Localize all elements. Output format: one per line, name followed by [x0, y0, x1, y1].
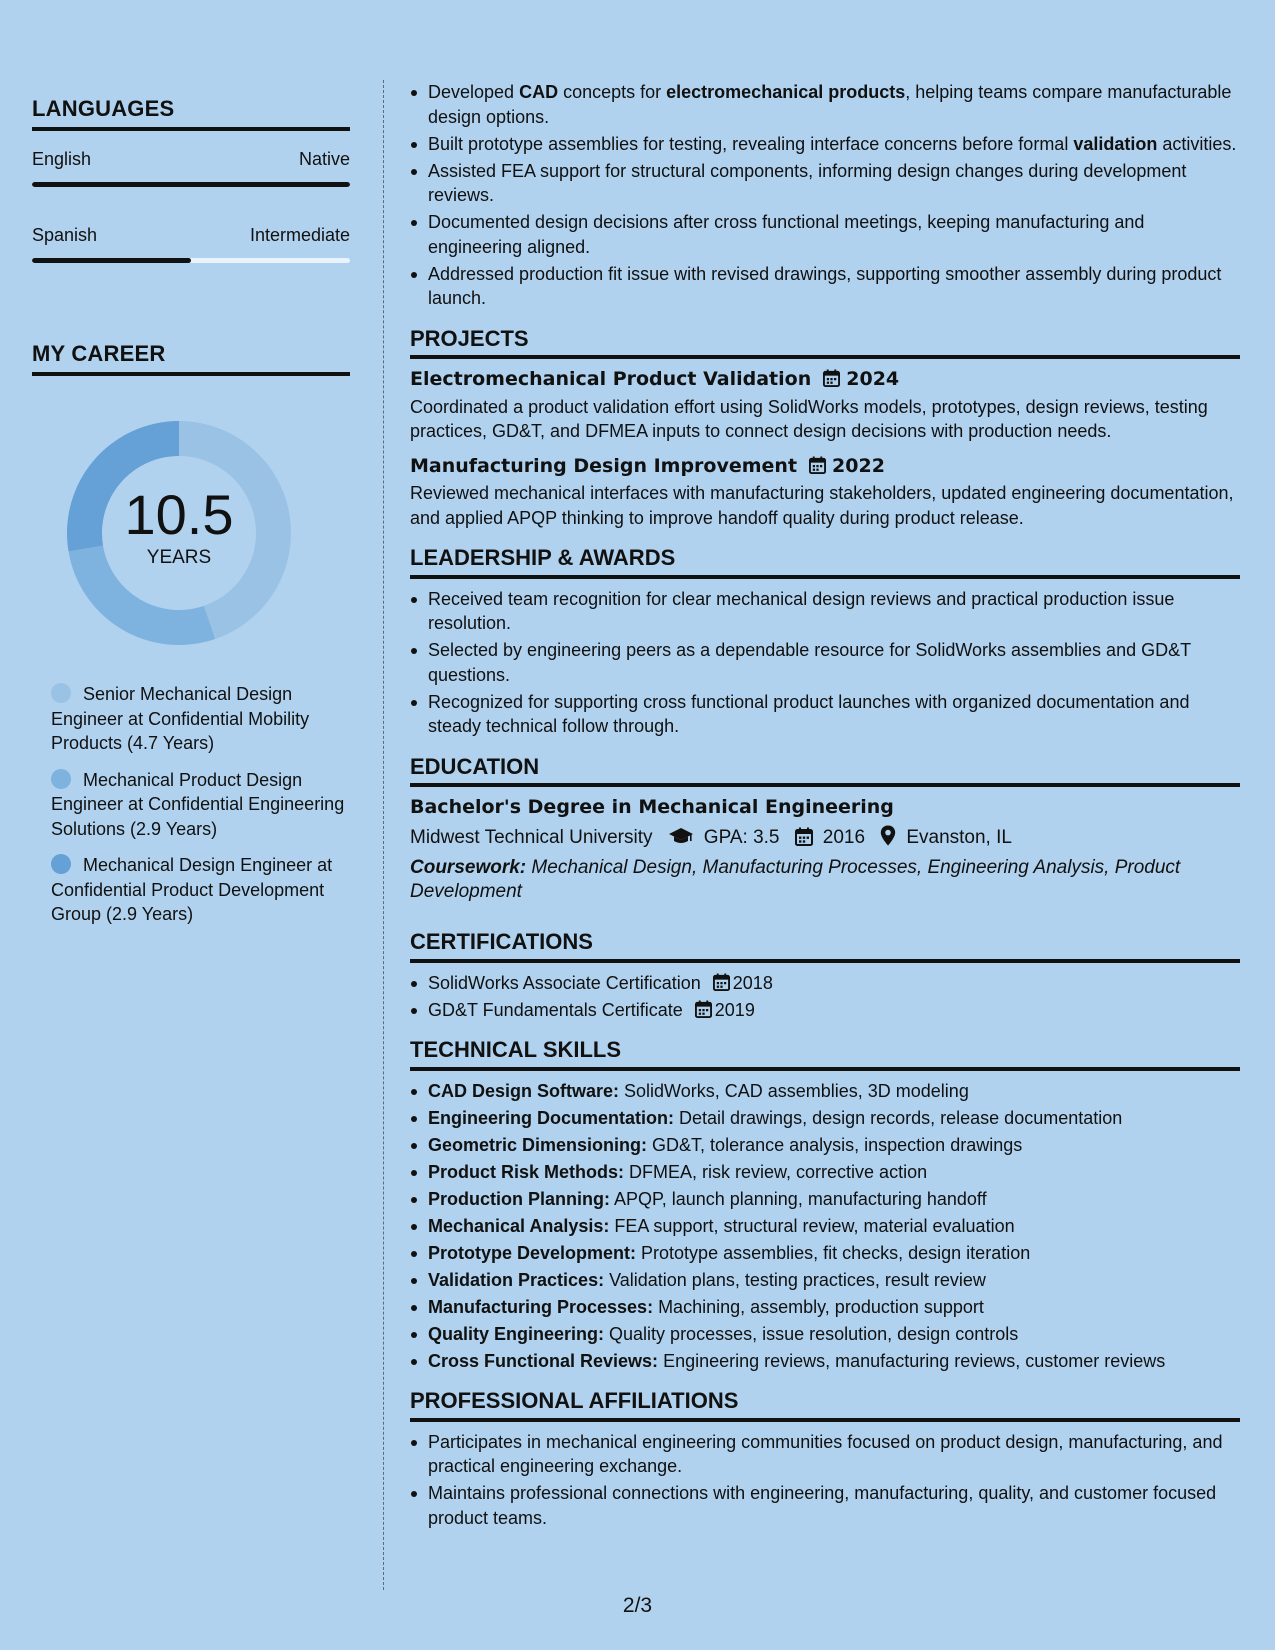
project-description: Coordinated a product validation effort using SolidWorks models, prototypes, design reviews, testing practices, GD&T, and DFMEA inputs to connect design decisions with production needs. [410, 396, 1208, 441]
bullet-text-run: CAD [519, 82, 559, 102]
career-title: MY CAREER [32, 341, 350, 376]
calendar-icon [695, 1000, 712, 1018]
affiliation-item: Participates in mechanical engineering communities focused on product design, manufacturing, and practical engineering exchange. [410, 1430, 1240, 1479]
skill-item [410, 1322, 1240, 1347]
education-section [410, 755, 1240, 905]
skill-category: Validation Practices: [428, 1269, 605, 1290]
project-description: Reviewed mechanical interfaces with manufacturing stakeholders, updated engineering documentation, and applied APQP thinking to improve handoff quality during product release. [410, 483, 1234, 528]
leadership-item: Recognized for supporting cross functional product launches with organized documentation and steady technical follow through. [410, 690, 1240, 739]
leadership-title: LEADERSHIP & AWARDS [410, 546, 1240, 579]
bullet-text-run: Assisted FEA support for structural components, informing design changes during development reviews. [428, 160, 1187, 205]
career-legend-item [51, 853, 350, 927]
education-degree: Bachelor's Degree in Mechanical Engineering [410, 796, 894, 818]
coursework-text: Mechanical Design, Manufacturing Processes, Engineering Analysis, Product Development [410, 857, 1181, 902]
project-year: 2024 [846, 368, 900, 390]
skill-item [410, 1214, 1240, 1239]
skill-item [410, 1241, 1240, 1266]
skill-category: Manufacturing Processes: [428, 1296, 654, 1317]
skill-values: Machining, assembly, production support [653, 1296, 984, 1317]
skill-item [410, 1187, 1240, 1212]
certification-year: 2019 [714, 999, 755, 1020]
projects-title: PROJECTS [410, 327, 1240, 360]
skill-item [410, 1160, 1240, 1185]
skill-values: FEA support, structural review, material evaluation [609, 1215, 1015, 1236]
skill-item [410, 1133, 1240, 1158]
calendar-icon [809, 456, 826, 474]
left-column [32, 96, 350, 939]
bullet-text-run: , helping teams compare manufacturable design options. [428, 82, 1232, 127]
certification-item [410, 998, 1240, 1023]
experience-bullet [410, 132, 1240, 157]
language-name: Spanish [32, 225, 98, 245]
education-school: Midwest Technical University [410, 826, 653, 848]
skill-item [410, 1079, 1240, 1104]
skill-category: Prototype Development: [428, 1242, 637, 1263]
career-donut-chart [64, 418, 294, 648]
calendar-icon [795, 827, 813, 846]
page-number: 2/3 [622, 1594, 653, 1617]
leadership-section [410, 546, 1240, 739]
certification-list [410, 971, 1240, 1023]
skill-values: Detail drawings, design records, release documentation [674, 1107, 1123, 1128]
certification-year: 2018 [732, 972, 773, 993]
certification-name: GD&T Fundamentals Certificate [428, 999, 683, 1020]
career-total-unit: YEARS [146, 547, 212, 568]
certification-item [410, 971, 1240, 996]
calendar-icon [713, 973, 730, 991]
language-proficiency-bar [32, 182, 350, 187]
certifications-section [410, 930, 1240, 1022]
language-level: Native [298, 149, 350, 169]
bullet-text-run: validation [1073, 133, 1158, 154]
skill-values: Engineering reviews, manufacturing reviews, customer reviews [658, 1350, 1166, 1371]
skill-category: Mechanical Analysis: [428, 1215, 610, 1236]
affiliations-title: PROFESSIONAL AFFILIATIONS [410, 1389, 1240, 1422]
project-year: 2022 [832, 454, 885, 477]
career-role-label: Mechanical Product Design Engineer at Confidential Engineering Solutions (2.9 Years) [51, 769, 345, 839]
project-item [410, 367, 1240, 444]
career-total-years: 10.5 [124, 483, 234, 546]
skill-category: Geometric Dimensioning: [428, 1134, 648, 1155]
project-name: Electromechanical Product Validation [410, 368, 812, 390]
education-gpa: GPA: 3.5 [703, 826, 780, 848]
education-title: EDUCATION [410, 755, 1240, 788]
skill-item [410, 1295, 1240, 1320]
column-divider [383, 80, 384, 1590]
experience-bullets [410, 80, 1240, 311]
bullet-text-run: Developed [428, 82, 520, 102]
affiliations-section [410, 1389, 1240, 1530]
affiliation-list [410, 1430, 1240, 1531]
project-header [410, 454, 1240, 479]
skill-category: Product Risk Methods: [428, 1161, 625, 1182]
skill-values: APQP, launch planning, manufacturing handoff [610, 1188, 987, 1209]
project-list [410, 367, 1240, 530]
language-proficiency-fill [32, 258, 191, 263]
certifications-title: CERTIFICATIONS [410, 930, 1240, 963]
language-item-english [32, 149, 350, 187]
skill-item [410, 1268, 1240, 1293]
legend-dot-icon [51, 683, 71, 703]
language-level: Intermediate [249, 225, 350, 245]
skill-category: Cross Functional Reviews: [428, 1350, 659, 1371]
coursework-label: Coursework: [410, 857, 527, 878]
experience-bullet [410, 262, 1240, 311]
career-role-label: Senior Mechanical Design Engineer at Confidential Mobility Products (4.7 Years) [51, 684, 310, 753]
skills-section [410, 1038, 1240, 1373]
skill-values: Validation plans, testing practices, result review [604, 1269, 986, 1290]
bullet-text-run: Documented design decisions after cross functional meetings, keeping manufacturing and engineering aligned. [428, 212, 1145, 257]
skills-title: TECHNICAL SKILLS [410, 1038, 1240, 1071]
skill-values: Prototype assemblies, fit checks, design iteration [636, 1242, 1031, 1263]
skill-values: Quality processes, issue resolution, design controls [604, 1323, 1019, 1344]
experience-bullet [410, 80, 1240, 129]
graduation-cap-icon [668, 826, 694, 846]
bullet-text-run: activities. [1157, 133, 1237, 154]
language-proficiency-bar [32, 258, 350, 263]
skill-values: SolidWorks, CAD assemblies, 3D modeling [619, 1080, 969, 1101]
bullet-text-run: Addressed production fit issue with revised drawings, supporting smoother assembly during product launch. [428, 263, 1222, 308]
skill-category: Production Planning: [428, 1188, 610, 1209]
language-proficiency-fill [32, 182, 350, 187]
education-coursework [410, 856, 1240, 904]
career-section [32, 341, 350, 927]
career-legend-item [51, 682, 350, 756]
leadership-item: Selected by engineering peers as a dependable resource for SolidWorks assemblies and GD&T questions. [410, 638, 1240, 687]
affiliation-item: Maintains professional connections with engineering, manufacturing, quality, and customer focused product teams. [410, 1481, 1240, 1530]
bullet-text-run: electromechanical products [666, 82, 906, 102]
skill-category: Quality Engineering: [428, 1323, 605, 1344]
projects-section [410, 327, 1240, 531]
language-item-spanish [32, 225, 350, 263]
bullet-text-run: Built prototype assemblies for testing, revealing interface concerns before formal [428, 133, 1074, 154]
map-pin-icon [880, 825, 896, 846]
skill-category: Engineering Documentation: [428, 1107, 675, 1128]
leadership-item: Received team recognition for clear mechanical design reviews and practical production issue resolution. [410, 587, 1240, 636]
skill-item [410, 1349, 1240, 1374]
career-role-label: Mechanical Design Engineer at Confidential Product Development Group (2.9 Years) [51, 855, 333, 924]
skill-category: CAD Design Software: [428, 1080, 620, 1101]
education-meta [410, 825, 1240, 851]
certification-name: SolidWorks Associate Certification [428, 972, 701, 993]
career-legend [32, 682, 350, 927]
project-header [410, 367, 1240, 392]
legend-dot-icon [51, 854, 71, 874]
languages-title: LANGUAGES [32, 96, 350, 131]
skill-item [410, 1106, 1240, 1131]
calendar-icon [823, 369, 840, 387]
language-name: English [32, 149, 92, 169]
bullet-text-run: concepts for [558, 82, 667, 102]
career-legend-item [51, 768, 350, 842]
education-location: Evanston, IL [906, 826, 1012, 848]
skill-values: DFMEA, risk review, corrective action [624, 1161, 928, 1182]
skill-list [410, 1079, 1240, 1374]
skill-values: GD&T, tolerance analysis, inspection drawings [647, 1134, 1023, 1155]
education-year: 2016 [822, 826, 866, 848]
legend-dot-icon [51, 769, 71, 789]
project-item [410, 454, 1240, 531]
experience-bullet [410, 159, 1240, 208]
experience-bullet [410, 210, 1240, 259]
right-column [410, 80, 1240, 1533]
leadership-list [410, 587, 1240, 739]
project-name: Manufacturing Design Improvement [410, 454, 798, 477]
